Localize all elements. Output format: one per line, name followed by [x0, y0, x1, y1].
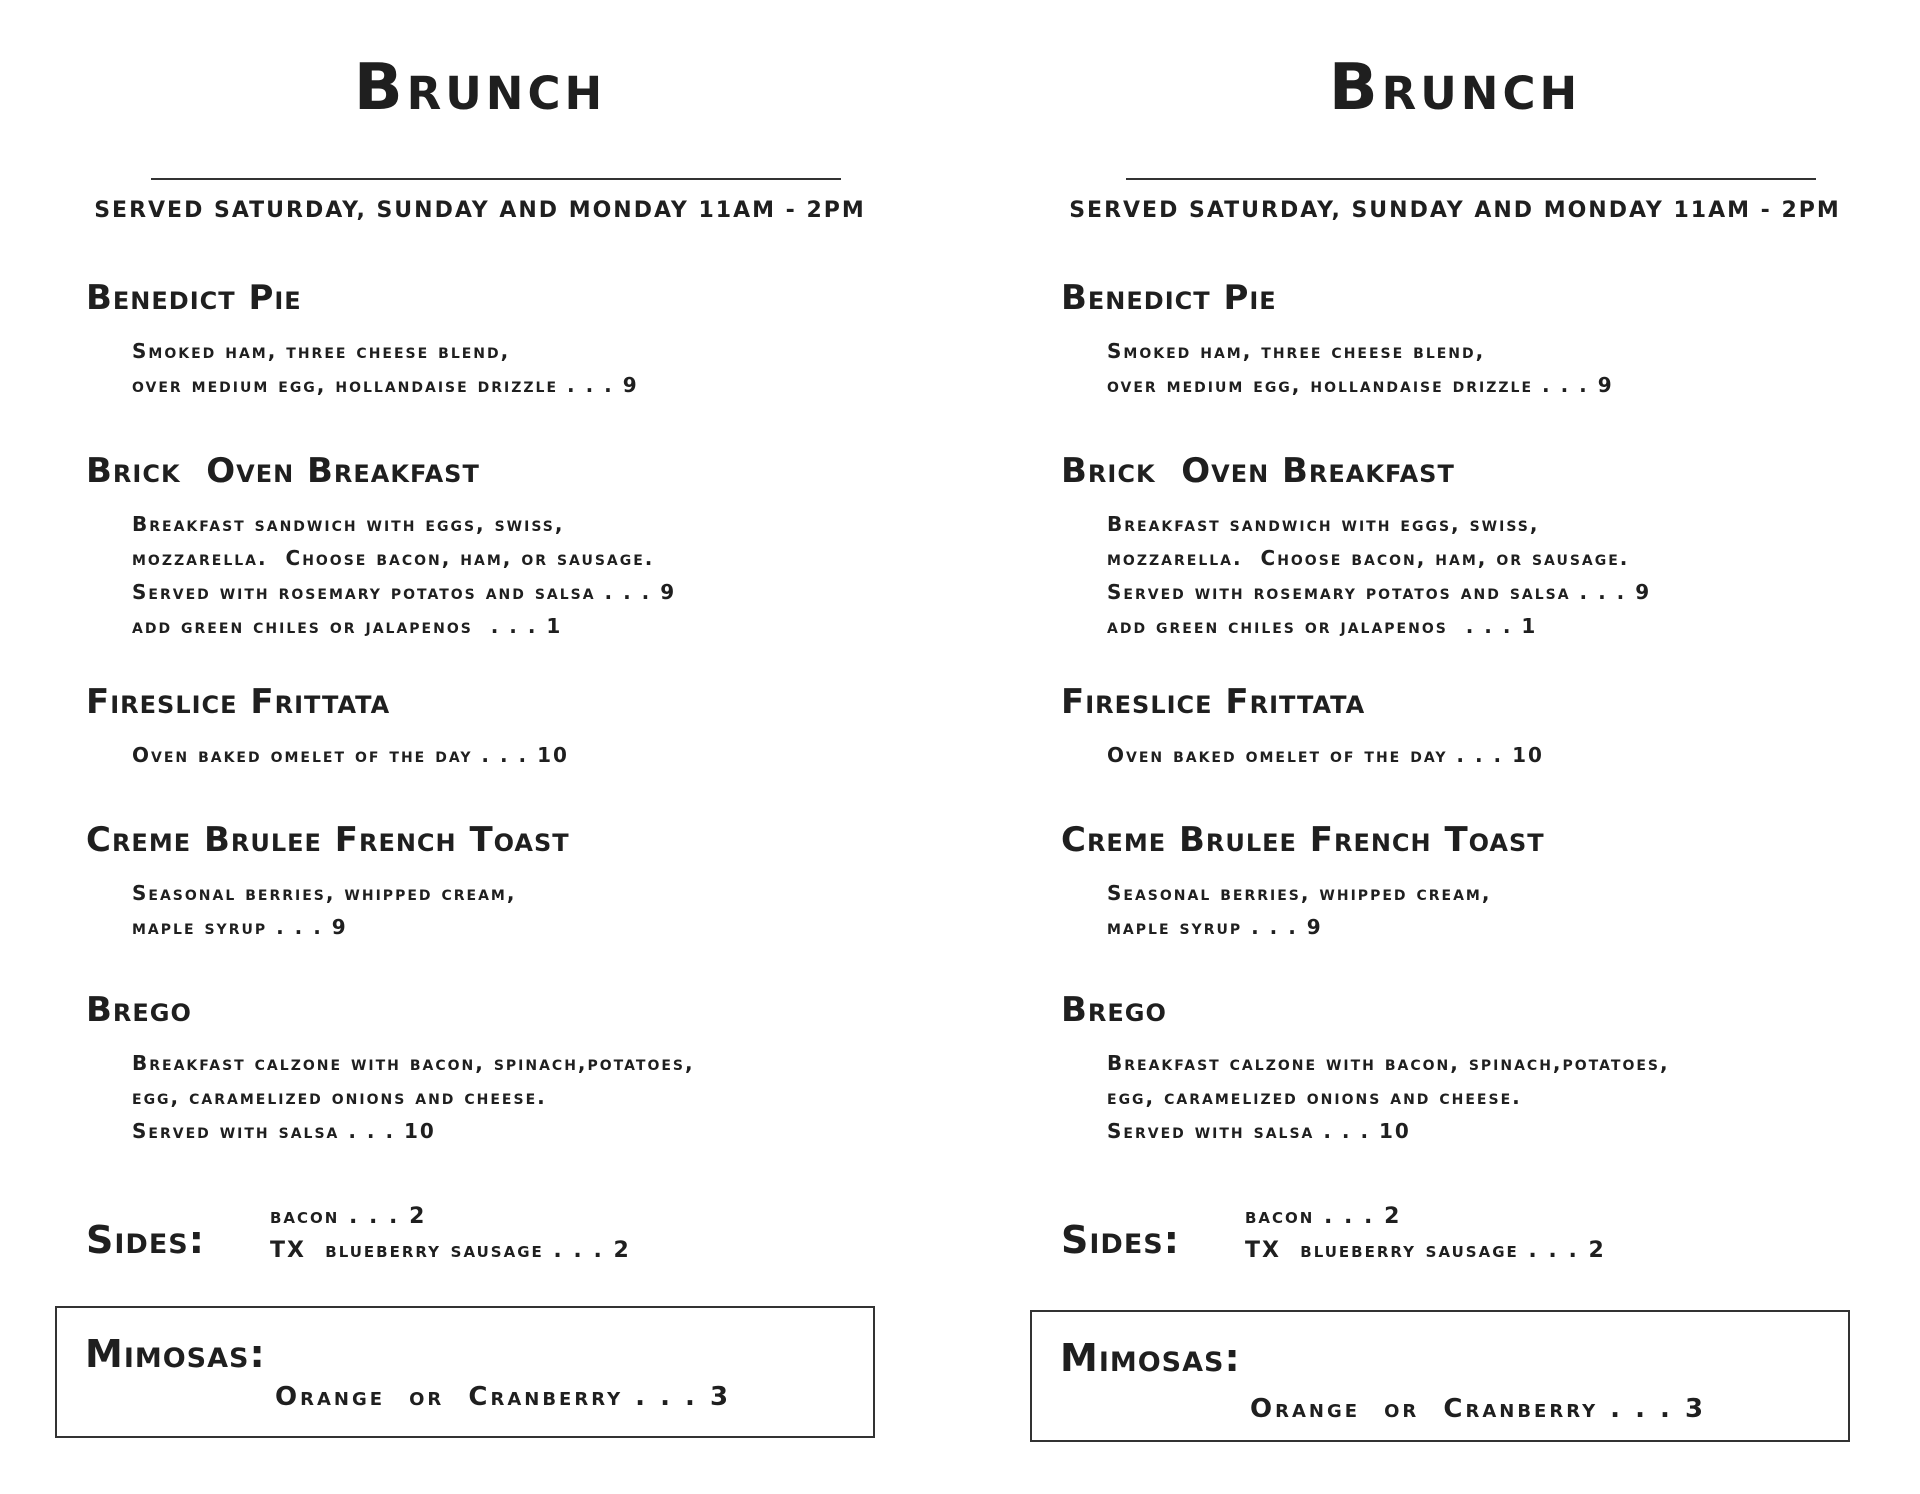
description-line: Served with salsa . . . 10 — [132, 1119, 436, 1143]
description-line: Breakfast sandwich with eggs, swiss, — [132, 512, 565, 536]
side-item: TX blueberry sausage . . . 2 — [1245, 1238, 1606, 1263]
item-description — [1107, 738, 1901, 772]
served-hours: SERVED SATURDAY, SUNDAY AND MONDAY 11AM - 2PM — [1069, 198, 1841, 223]
title-divider — [1126, 178, 1816, 180]
mimosas-box — [1030, 1310, 1850, 1442]
sides-section — [1061, 1200, 1901, 1280]
description-line: egg, caramelized onions and cheese. — [1107, 1085, 1522, 1109]
sides-label: Sides: — [1061, 1218, 1180, 1262]
served-hours: SERVED SATURDAY, SUNDAY AND MONDAY 11AM - 2PM — [94, 198, 866, 223]
description-line: Breakfast sandwich with eggs, swiss, — [1107, 512, 1540, 536]
description-line: Served with rosemary potatos and salsa . . . 9 — [1107, 580, 1652, 604]
description-line: Seasonal berries, whipped cream, — [132, 881, 517, 905]
item-description — [132, 738, 926, 772]
menu-item-creme-brulee-french-toast — [1061, 818, 1901, 944]
item-description — [132, 507, 926, 643]
item-description — [1107, 1046, 1901, 1148]
mimosas-options: Orange or Cranberry . . . 3 — [1250, 1394, 1707, 1424]
sides-list — [1245, 1200, 1606, 1268]
menu-item-brego — [1061, 988, 1901, 1148]
description-line: Breakfast calzone with bacon, spinach,potatoes, — [132, 1051, 695, 1075]
description-line: add green chiles or jalapenos . . . 1 — [132, 614, 563, 638]
description-line: add green chiles or jalapenos . . . 1 — [1107, 614, 1538, 638]
menu-item-brego — [86, 988, 926, 1148]
item-name: Fireslice Frittata — [1061, 682, 1366, 722]
menu-item-brick-oven-breakfast — [1061, 449, 1901, 643]
side-item: bacon . . . 2 — [1245, 1204, 1402, 1229]
mimosas-box — [55, 1306, 875, 1438]
description-line: egg, caramelized onions and cheese. — [132, 1085, 547, 1109]
description-line: Breakfast calzone with bacon, spinach,potatoes, — [1107, 1051, 1670, 1075]
item-name: Brego — [1061, 990, 1167, 1030]
sides-section — [86, 1200, 926, 1280]
description-line: Served with rosemary potatos and salsa . . . 9 — [132, 580, 677, 604]
mimosas-label: Mimosas: — [1060, 1336, 1241, 1380]
menu-item-brick-oven-breakfast — [86, 449, 926, 643]
title-divider — [151, 178, 841, 180]
side-item: bacon . . . 2 — [270, 1204, 427, 1229]
item-description — [1107, 507, 1901, 643]
item-name: Creme Brulee French Toast — [86, 820, 570, 860]
menu-item-benedict-pie — [1061, 276, 1901, 402]
item-name: Benedict Pie — [86, 278, 302, 318]
item-name: Brego — [86, 990, 192, 1030]
description-line: over medium egg, hollandaise drizzle . . . 9 — [132, 373, 639, 397]
description-line: maple syrup . . . 9 — [132, 915, 348, 939]
sides-label: Sides: — [86, 1218, 205, 1262]
menu-item-creme-brulee-french-toast — [86, 818, 926, 944]
menu-title: Brunch — [353, 51, 607, 125]
item-name: Fireslice Frittata — [86, 682, 391, 722]
item-description — [132, 1046, 926, 1148]
description-line: over medium egg, hollandaise drizzle . . . 9 — [1107, 373, 1614, 397]
sides-list — [270, 1200, 631, 1268]
mimosas-options: Orange or Cranberry . . . 3 — [275, 1382, 732, 1412]
item-name: Benedict Pie — [1061, 278, 1277, 318]
mimosas-label: Mimosas: — [85, 1332, 266, 1376]
menu-panel-right — [975, 0, 1920, 1494]
menu-title: Brunch — [1328, 51, 1582, 125]
item-name: Creme Brulee French Toast — [1061, 820, 1545, 860]
description-line: maple syrup . . . 9 — [1107, 915, 1323, 939]
description-line: Smoked ham, three cheese blend, — [132, 339, 511, 363]
menu-item-fireslice-frittata — [1061, 680, 1901, 772]
item-name: Brick Oven Breakfast — [1061, 451, 1455, 491]
description-line: Smoked ham, three cheese blend, — [1107, 339, 1486, 363]
description-line: mozzarella. Choose bacon, ham, or sausage. — [132, 546, 655, 570]
description-line: Oven baked omelet of the day . . . 10 — [132, 743, 569, 767]
side-item: TX blueberry sausage . . . 2 — [270, 1238, 631, 1263]
menu-item-benedict-pie — [86, 276, 926, 402]
item-description — [132, 876, 926, 944]
description-line: Oven baked omelet of the day . . . 10 — [1107, 743, 1544, 767]
item-description — [1107, 876, 1901, 944]
item-name: Brick Oven Breakfast — [86, 451, 480, 491]
menu-item-fireslice-frittata — [86, 680, 926, 772]
description-line: Served with salsa . . . 10 — [1107, 1119, 1411, 1143]
description-line: mozzarella. Choose bacon, ham, or sausage. — [1107, 546, 1630, 570]
description-line: Seasonal berries, whipped cream, — [1107, 881, 1492, 905]
item-description — [132, 334, 926, 402]
item-description — [1107, 334, 1901, 402]
